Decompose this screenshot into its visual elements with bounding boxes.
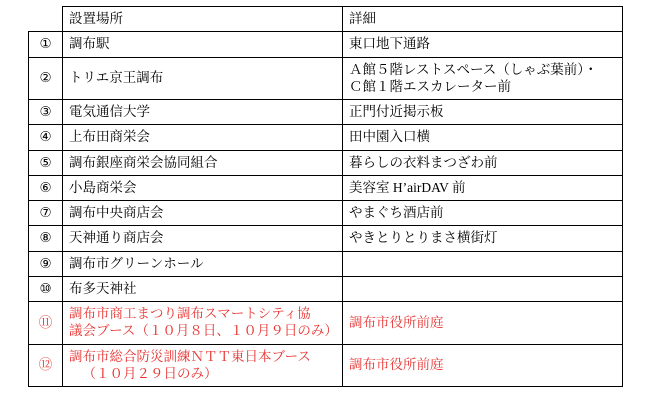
row-place: 布多天神社	[63, 276, 343, 301]
table-row	[29, 276, 623, 301]
row-number: ③	[29, 100, 63, 125]
row-detail: 正門付近掲示板	[343, 100, 623, 125]
table-row	[29, 57, 623, 100]
row-place: トリエ京王調布	[63, 57, 343, 100]
row-place: 調布駅	[63, 32, 343, 57]
row-place: 調布銀座商栄会協同組合	[63, 150, 343, 175]
row-detail-line1: Ａ館５階レストスペース（しゃぶ葉前）・	[349, 61, 598, 77]
row-detail	[343, 251, 623, 276]
row-detail: 調布市役所前庭	[343, 302, 623, 345]
row-place	[63, 344, 343, 387]
row-number: ⑪	[29, 302, 63, 345]
row-detail: やきとりとりまさ横街灯	[343, 226, 623, 251]
table-row	[29, 32, 623, 57]
row-place-line1: 調布市総合防災訓練ＮＴＴ東日本ブース	[69, 348, 311, 364]
row-number: ⑥	[29, 175, 63, 200]
header-cell-place: 設置場所	[63, 7, 343, 32]
row-detail: 暮らしの衣料まつざわ前	[343, 150, 623, 175]
header-cell-blank	[29, 7, 63, 32]
row-detail	[343, 57, 623, 100]
row-place: 電気通信大学	[63, 100, 343, 125]
row-place: 小島商栄会	[63, 175, 343, 200]
table-row	[29, 100, 623, 125]
row-detail	[343, 276, 623, 301]
row-number: ⑧	[29, 226, 63, 251]
table-row	[29, 125, 623, 150]
table-header-row	[29, 7, 623, 32]
row-place: 調布市グリーンホール	[63, 251, 343, 276]
row-number: ⑦	[29, 201, 63, 226]
row-detail: 田中園入口横	[343, 125, 623, 150]
row-place-line1: 調布市商工まつり調布スマートシティ協	[69, 306, 311, 322]
row-detail: 東口地下通路	[343, 32, 623, 57]
table-row	[29, 201, 623, 226]
row-detail: 調布市役所前庭	[343, 344, 623, 387]
table-row	[29, 251, 623, 276]
row-place: 上布田商栄会	[63, 125, 343, 150]
row-number: ⑩	[29, 276, 63, 301]
row-number: ⑫	[29, 344, 63, 387]
row-number: ②	[29, 57, 63, 100]
row-number: ④	[29, 125, 63, 150]
table-row	[29, 150, 623, 175]
header-cell-detail: 詳細	[343, 7, 623, 32]
row-number: ⑨	[29, 251, 63, 276]
table-row	[29, 302, 623, 345]
table-row	[29, 226, 623, 251]
row-place: 調布中央商店会	[63, 201, 343, 226]
row-place-line2: 議会ブース（１０月８日、１０月９日のみ）	[69, 323, 338, 339]
row-detail-line2: Ｃ館１階エスカレーター前	[349, 78, 511, 94]
row-place: 天神通り商店会	[63, 226, 343, 251]
row-number: ⑤	[29, 150, 63, 175]
row-number: ①	[29, 32, 63, 57]
row-place-line2: （１０月２９日のみ）	[82, 365, 218, 381]
table-row	[29, 175, 623, 200]
row-place	[63, 302, 343, 345]
row-detail: 美容室 H’airDAV 前	[343, 175, 623, 200]
table-row	[29, 344, 623, 387]
row-detail: やまぐち酒店前	[343, 201, 623, 226]
locations-table	[28, 6, 623, 387]
